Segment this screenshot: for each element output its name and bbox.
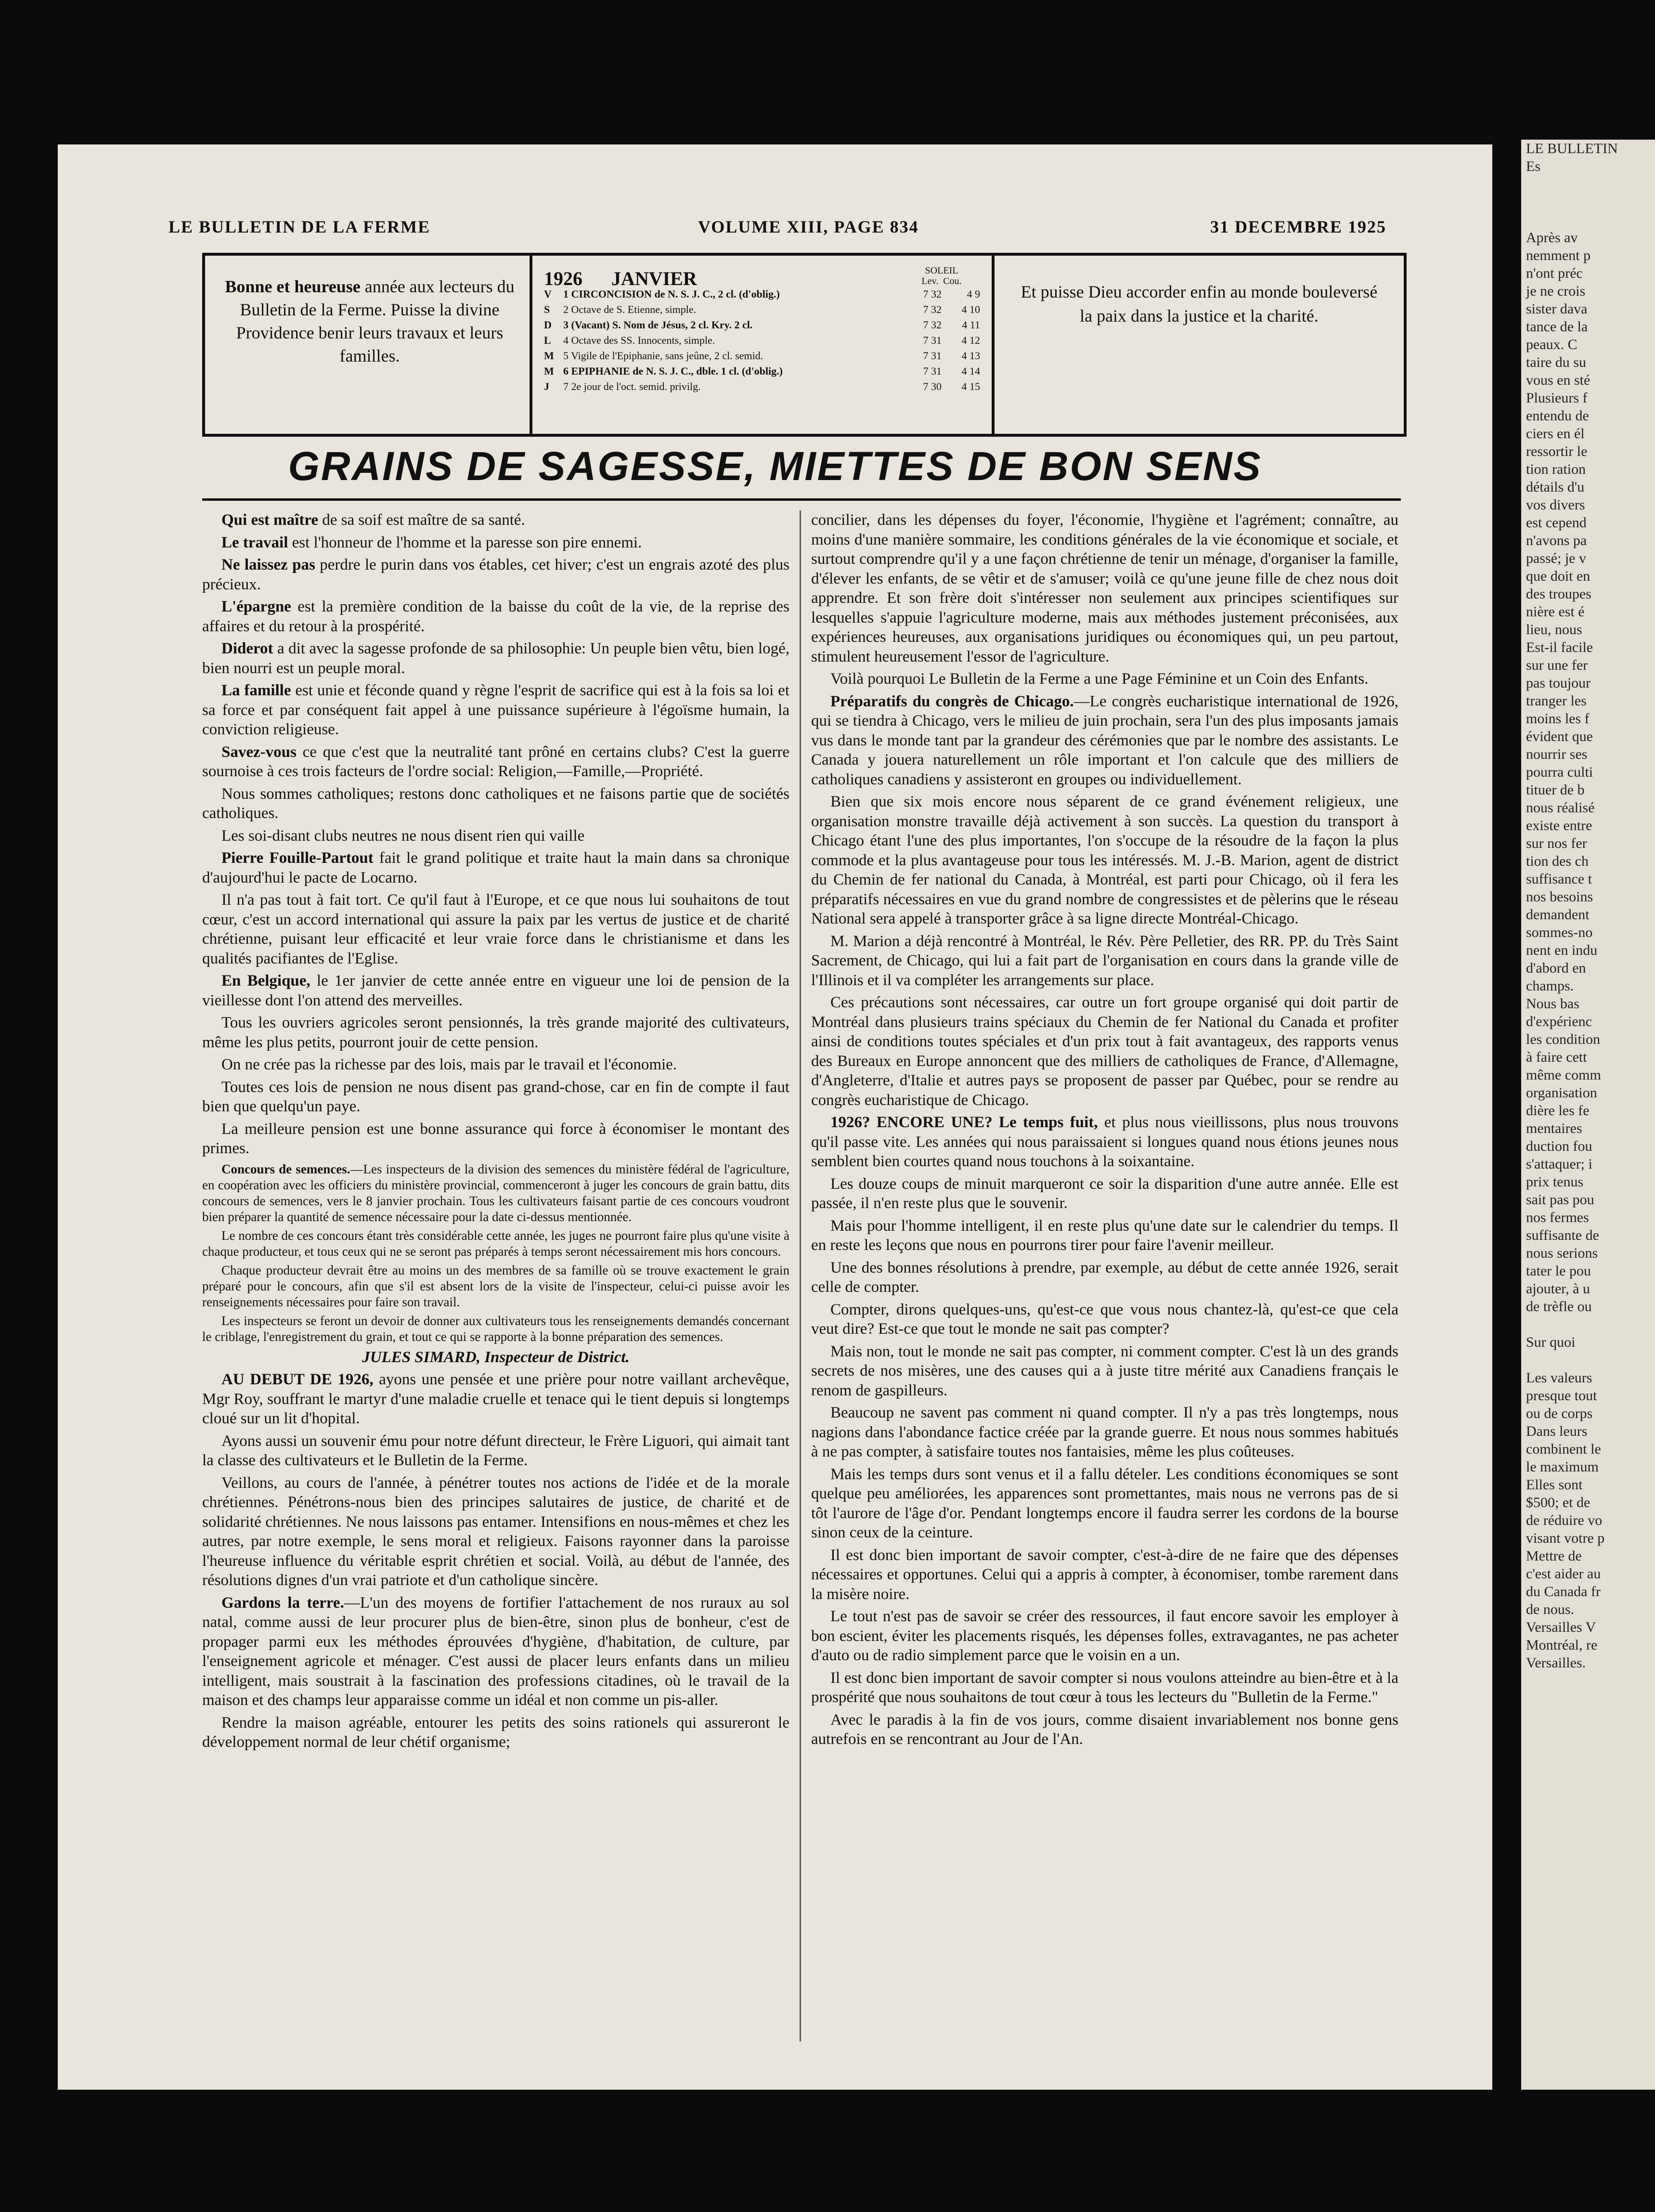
fragment-line: [1521, 1315, 1655, 1333]
fragment-line: ciers en él: [1526, 426, 1585, 442]
paragraph-text: Toutes ces lois de pension ne nous disent pas grand-chose, car en fin de compte il faut bien que quelqu'un paye.: [202, 1078, 789, 1115]
calendar-lev: 7 32: [923, 319, 942, 331]
paragraph-text: Mais non, tout le monde ne sait pas compter, ni comment compter. C'est là un des grands secrets de nos misères, une des causes qui a à juste titre mérité aux Canadiens français le renom de gaspilleurs.: [811, 1342, 1398, 1399]
calendar-cou: 4 12: [961, 334, 980, 346]
calendar-row: [544, 379, 980, 394]
paragraph: [811, 1174, 1398, 1213]
paragraph-text: Le tout n'est pas de savoir se créer des ressources, il faut encore savoir les employer à bon escient, éviter les placements risqués, les dépenses folles, extravagantes, ne pas acheter d'auto ou de radio simplement parce que le voisin en a un.: [811, 1608, 1398, 1664]
fragment-line: le maximum: [1526, 1459, 1599, 1475]
paragraph-text: Il est donc bien important de savoir compter si nous voulons atteindre au bien-être et à la prospérité que nous souhaitons de tout cœur à tous les lecteurs du "Bulletin de la Ferme.": [811, 1669, 1398, 1706]
fragment-line: de nous.: [1526, 1601, 1574, 1617]
paragraph: [811, 1258, 1398, 1297]
paragraph-text: ayons une pensée et une prière pour notre vaillant archevêque, Mgr Roy, souffrant le martyr d'une maladie cruelle et tenace qui le tient depuis si longtemps cloué sur un lit d'hopital.: [202, 1371, 789, 1427]
fragment-line: d'abord en: [1526, 960, 1586, 976]
paragraph: [202, 1370, 789, 1429]
paragraph: [202, 510, 789, 530]
fragment-line: tion des ch: [1526, 853, 1589, 869]
paragraph-text: Mais les temps durs sont venus et il a fallu dételer. Les conditions économiques se sont quelque peu améliorées, les apparences sont promettantes, mais nous ne verrons pas de si tôt l'aurore de l'âge d'or. Pendant longtemps encore il faudra serrer les cordons de la bourse sinon ceux de la ceinture.: [811, 1465, 1398, 1541]
column-separator: [800, 510, 801, 2042]
calendar-day: M: [544, 365, 554, 377]
calendar-cou: 4 14: [961, 365, 980, 377]
paragraph-text: Veillons, au cours de l'année, à pénétrer toutes nos actions de l'idée et de la morale chrétiennes. Pénétrons-nous bien des principes salutaires de justice, de charité et de solidarité chrétiennes. Ne nous laissons pas entamer. Intensifions en nous-mêmes et chez les autres, par notre exemple, le sens moral et religieux. Faisons rayonner dans la paroisse l'heureuse influence du véritable esprit chrétien et social. Voilà, au début de l'année, des résolutions dignes d'un vrai patriote et d'un catholique sincère.: [202, 1474, 789, 1589]
paragraph: [202, 1431, 789, 1470]
fragment-line: suffisance t: [1526, 871, 1592, 887]
fragment-line: de réduire vo: [1526, 1512, 1603, 1528]
fragment-line: d'expérienc: [1526, 1014, 1592, 1029]
fragment-line: $500; et de: [1526, 1495, 1590, 1510]
calendar-row: [544, 333, 980, 348]
fragment-line: même comm: [1526, 1067, 1601, 1083]
paragraph-text: —L'un des moyens de fortifier l'attachement de nos ruraux au sol natal, comme aussi de leur procurer plus de bien-être, sinon plus de bonheur, c'est de propager parmi eux les méthodes éprouvées d'hygiène, d'habitation, de culture, par l'enseignement agricole et ménager. C'est aussi de placer leurs enfants dans un milieu intelligent, mais soustrait à la fascination des professions citadines, où le travail de la maison et des champs leur apparaisse comme un idéal et non comme un pis-aller.: [202, 1594, 789, 1709]
paragraph: [811, 1113, 1398, 1171]
paragraph: [202, 555, 789, 594]
fragment-line: lieu, nous: [1526, 622, 1582, 638]
paragraph-text: Ces précautions sont nécessaires, car outre un fort groupe organisé qui doit partir de Montréal dans plusieurs trains spéciaux du Chemin de fer National du Canada et profiter ainsi de conditions toutes spéciales et d'un prix tout à fait avantageux, des rapports venus des Bureaux en Europe annoncent que des milliers de catholiques de France, d'Allemagne, d'Angleterre, d'Italie et autres pays se proposent de passer par Québec, pour se rendre au congrès eucharistique de Chicago.: [811, 994, 1398, 1109]
fragment-line: c'est aider au: [1526, 1566, 1601, 1582]
fragment-line: nière est é: [1526, 604, 1585, 620]
paragraph-text: est l'honneur de l'homme et la paresse son pire ennemi.: [288, 533, 642, 551]
fragment-line: nent en indu: [1526, 942, 1598, 958]
calendar-row: [544, 302, 980, 317]
greeting-text: année aux lecteurs du Bulletin de la Ferme. Puisse la divine Providence benir leurs travaux et leurs familles.: [236, 277, 515, 365]
fragment-line: [1521, 175, 1655, 193]
header-date: 31 DECEMBRE 1925: [1210, 217, 1386, 236]
paragraph: [811, 1710, 1398, 1749]
paragraph-lead: Savez-vous: [221, 743, 297, 761]
calendar-row: [544, 364, 980, 379]
fragment-line: [1521, 193, 1655, 211]
calendar-row: [544, 286, 980, 302]
title-rule: [202, 498, 1401, 501]
fragment-line: des troupes: [1526, 586, 1591, 602]
fragment-line: à faire cett: [1526, 1049, 1587, 1065]
fragment-line: LE BULLETIN: [1526, 141, 1618, 156]
paragraph: [811, 1607, 1398, 1666]
fragment-line: de trèfle ou: [1526, 1299, 1592, 1314]
fragment-line: les condition: [1526, 1031, 1601, 1047]
fragment-line: que doit en: [1526, 568, 1590, 584]
fragment-line: entendu de: [1526, 408, 1589, 424]
fragment-line: peaux. C: [1526, 337, 1577, 352]
paragraph-text: Beaucoup ne savent pas comment ni quand compter. Il n'y a pas très longtemps, nous nagions dans l'abondance factice créée par la grande guerre. Et nous nous sommes habitués à ne pas compter, à satisfaire toutes nos fantaisies, même les plus coûteuses.: [811, 1404, 1398, 1460]
paragraph-text: est unie et féconde quand y règne l'esprit de sacrifice qui est à la fois sa loi et sa force et par conséquent fait appel à une puissance supérieure à l'égoïsme humain, la conviction religieuse.: [202, 682, 789, 738]
adjacent-page-lines: [1521, 140, 1655, 1672]
fragment-line: tituer de b: [1526, 782, 1585, 798]
paragraph-lead: Pierre Fouille-Partout: [221, 849, 374, 867]
paragraph-text: le 1er janvier de cette année entre en vigueur une loi de pension de la vieillesse dont l'on attend des merveilles.: [202, 972, 789, 1009]
calendar-cou: 4 9: [967, 288, 980, 300]
fragment-line: dière les fe: [1526, 1103, 1590, 1119]
paragraph-text: fait le grand politique et traite haut la main dans sa chronique d'aujourd'hui le pacte de Locarno.: [202, 849, 789, 886]
fragment-line: tater le pou: [1526, 1263, 1591, 1279]
paragraph: [811, 510, 1398, 666]
fragment-line: Sur quoi: [1526, 1334, 1576, 1350]
paragraph-lead: Qui est maître: [221, 511, 319, 529]
paragraph-lead: L'épargne: [221, 598, 291, 615]
paragraph-text: Le nombre de ces concours étant très considérable cette année, les juges ne pourront faire plus qu'une visite à chaque producteur, et tous ceux qui ne se seront pas préparés à temps seront nécessairement mis hors concours.: [202, 1228, 789, 1259]
paragraph: [811, 792, 1398, 929]
fragment-line: Versailles V: [1526, 1619, 1596, 1635]
fragment-line: tranger les: [1526, 693, 1587, 709]
calendar-rows: [544, 286, 980, 394]
paragraph-text: —Le congrès eucharistique international de 1926, qui se tiendra à Chicago, vers le milieu de juin prochain, sera l'un des plus imposants jamais vus dans le monde tant par la grandeur des cérémonies que par le nombre des assistants. Le Canada y jouera naturellement un rôle important et l'on calcule que des milliers de catholiques canadiens y assisteront en groupes ou individuellement.: [811, 692, 1398, 788]
calendar-day: D: [544, 319, 552, 331]
fragment-line: du Canada fr: [1526, 1584, 1601, 1600]
left-column-items-after: [202, 1370, 789, 1752]
header-volume: VOLUME XIII, PAGE 834: [698, 217, 919, 236]
paragraph: [202, 681, 789, 740]
calendar-box: [202, 253, 1407, 437]
fragment-line: tance de la: [1526, 319, 1588, 335]
fragment-line: je ne crois: [1526, 283, 1586, 299]
fragment-line: Plusieurs f: [1526, 390, 1588, 406]
fragment-line: Est-il facile: [1526, 639, 1593, 655]
calendar-day: M: [544, 350, 554, 362]
calendar-panel: [532, 256, 995, 434]
fragment-line: pourra culti: [1526, 764, 1593, 780]
fragment-line: Après av: [1526, 230, 1578, 246]
fragment-line: nous réalisé: [1526, 800, 1595, 816]
paragraph-text: Avec le paradis à la fin de vos jours, comme disaient invariablement nos bonne gens autrefois en se rencontrant au Jour de l'An.: [811, 1711, 1398, 1748]
fragment-line: Elles sont: [1526, 1477, 1583, 1493]
fragment-line: combinent le: [1526, 1441, 1601, 1457]
paragraph: [202, 1078, 789, 1117]
paragraph-lead: Ne laissez pas: [221, 556, 315, 573]
paragraph-text: Il est donc bien important de savoir compter, c'est-à-dire de ne faire que des dépenses nécessaires et opportunes. Celui qui a appris à compter, à économiser, tombe rarement dans la misère noire.: [811, 1546, 1398, 1603]
paragraph-text: On ne crée pas la richesse par des lois, mais par le travail et l'économie.: [221, 1056, 677, 1073]
paragraph-text: Une des bonnes résolutions à prendre, par exemple, au début de cette année 1926, serait celle de compter.: [811, 1259, 1398, 1296]
fragment-line: s'attaquer; i: [1526, 1156, 1592, 1172]
sun-label: SOLEIL: [925, 265, 958, 276]
paragraph: [811, 1403, 1398, 1462]
left-column-items: [202, 510, 789, 1158]
wish-panel: Et puisse Dieu accorder enfin au monde bouleversé la paix dans la justice et la charité.: [1021, 282, 1378, 325]
fragment-line: Nous bas: [1526, 996, 1579, 1012]
calendar-cou: 4 13: [961, 350, 980, 362]
paragraph: [811, 669, 1398, 689]
page-header: [168, 217, 1386, 241]
paragraph-lead: Gardons la terre.: [221, 1594, 344, 1612]
paragraph-text: et plus nous vieillissons, plus nous trouvons qu'il passe vite. Les années qui nous paraissaient si longues quand nous étions jeunes nous semblent bien courtes quand nous touchons à la soixantaine.: [811, 1114, 1398, 1170]
fragment-line: ressortir le: [1526, 443, 1588, 459]
paragraph-text: —Les inspecteurs de la division des semences du ministère fédéral de l'agriculture, en coopération avec les officiers du ministère provincial, commenceront à juger les concours de grain battu, dits concours de semences, vers le 8 janvier prochain. Tous les cultivateurs faisant partie de ces concours voudront bien préparer la quantité de semence nécessaire pour la date ci-dessus mentionnée.: [202, 1161, 789, 1224]
calendar-lev: 7 31: [923, 350, 942, 362]
fragment-line: tion ration: [1526, 461, 1586, 477]
newspaper-page: [58, 144, 1492, 2090]
calendar-text: 4 Octave des SS. Innocents, simple.: [563, 334, 715, 346]
paragraph-lead: Le travail: [221, 533, 288, 551]
fragment-line: existe entre: [1526, 818, 1592, 833]
paragraph-lead: 1926? ENCORE UNE? Le temps fuit,: [830, 1114, 1098, 1131]
fragment-line: nos besoins: [1526, 889, 1593, 905]
calendar-month: JANVIER: [611, 268, 697, 289]
paragraph: [811, 993, 1398, 1110]
fragment-line: visant votre p: [1526, 1530, 1605, 1546]
fragment-line: Mettre de: [1526, 1548, 1582, 1564]
fragment-line: n'ont préc: [1526, 265, 1583, 281]
fragment-line: Es: [1526, 158, 1540, 174]
paragraph: [202, 639, 789, 678]
fragment-line: vous en sté: [1526, 372, 1590, 388]
signature-role: Inspecteur de District.: [484, 1348, 630, 1366]
paragraph: [202, 533, 789, 553]
paragraph-text: Chaque producteur devrait être au moins un des membres de sa famille où se trouve exactement le grain préparé pour le concours, afin que s'il est absent lors de la visite de l'inspecteur, celui-ci puisse avoir les renseignements nécessaires pour faire son travail.: [202, 1262, 789, 1309]
fragment-line: nous serions: [1526, 1245, 1598, 1261]
calendar-lev: 7 30: [923, 380, 942, 392]
fragment-line: duction fou: [1526, 1138, 1592, 1154]
paragraph: [202, 971, 789, 1010]
calendar-lev: 7 31: [923, 365, 942, 377]
paragraph-text: Voilà pourquoi Le Bulletin de la Ferme a une Page Féminine et un Coin des Enfants.: [830, 670, 1369, 688]
fragment-line: évident que: [1526, 729, 1593, 744]
fragment-line: presque tout: [1526, 1388, 1597, 1404]
paragraph: [202, 784, 789, 823]
paragraph: [202, 742, 789, 781]
paragraph: [202, 1713, 789, 1752]
paragraph: [811, 932, 1398, 990]
paragraph: [811, 1668, 1398, 1707]
calendar-header: [544, 265, 980, 289]
paragraph: [811, 1342, 1398, 1401]
fragment-line: nemment p: [1526, 247, 1591, 263]
paragraph-lead: Diderot: [221, 640, 273, 657]
paragraph-text: Mais pour l'homme intelligent, il en reste plus qu'une date sur le calendrier du temps. Il en reste les leçons que nous en pourrons tirer pour faire l'avenir meilleur.: [811, 1217, 1398, 1254]
header-publication: LE BULLETIN DE LA FERME: [168, 217, 431, 236]
paragraph: [202, 1313, 789, 1345]
fragment-line: mentaires: [1526, 1120, 1582, 1136]
paragraph: [811, 1300, 1398, 1339]
greeting-panel: [205, 256, 532, 434]
calendar-cou: 4 15: [961, 380, 980, 392]
calendar-day: J: [544, 380, 549, 392]
fragment-line: pas toujour: [1526, 675, 1591, 691]
fragment-line: sur une fer: [1526, 657, 1588, 673]
paragraph-text: Rendre la maison agréable, entourer les petits des soins rationels qui assureront le développement normal de leur chétif organisme;: [202, 1714, 789, 1751]
fragment-line: vos divers: [1526, 497, 1585, 513]
paragraph: [202, 890, 789, 968]
paragraph-text: de sa soif est maître de sa santé.: [318, 511, 525, 529]
left-column: [202, 510, 789, 2042]
fragment-line: taire du su: [1526, 354, 1586, 370]
calendar-text: 7 2e jour de l'oct. semid. privilg.: [563, 380, 701, 392]
adjacent-page-fragment: [1521, 140, 1655, 2090]
calendar-day: V: [544, 288, 552, 300]
paragraph: [202, 1473, 789, 1590]
paragraph-text: Bien que six mois encore nous séparent de ce grand événement religieux, une organisation monstre travaille déjà activement à son succès. La question du transport à Chicago étant l'une des plus importantes, l'on s'occupe de la résoudre de la façon la plus commode et la plus avantageuse pour tous les intéressés. M. J.-B. Marion, agent de district du Chemin de fer national du Canada, à Montréal, est parti pour Chicago, où il fera les préparatifs nécessaires en vue du grand nombre de congressistes et de pèlerins que le réseau National sera appelé à transporter grâce à sa ligne directe Montréal-Chicago.: [811, 793, 1398, 927]
calendar-row: [544, 348, 980, 364]
paragraph-text: Les soi-disant clubs neutres ne nous disent rien qui vaille: [221, 827, 585, 845]
paragraph-text: La meilleure pension est une bonne assurance qui force à économiser le montant des primes.: [202, 1120, 789, 1157]
fragment-line: Versailles.: [1526, 1655, 1586, 1671]
calendar-day: L: [544, 334, 551, 346]
calendar-text: 5 Vigile de l'Epiphanie, sans jeûne, 2 cl. semid.: [563, 350, 763, 362]
calendar-year: 1926: [544, 268, 582, 289]
right-column-items: [811, 510, 1398, 1749]
paragraph-text: concilier, dans les dépenses du foyer, l'économie, l'hygiène et l'agrément; connaître, au moins d'une manière sommaire, les conditions générales de la vie économique et sociale, et surtout comprendre qu'il y a une façon chrétienne de tenir un ménage, d'organiser la famille, d'élever les enfants, de se vêtir et de s'amuser; voilà ce qu'une jeune fille de chez nous doit apprendre. Et son frère doit s'intéresser non seulement aux principes scientifiques sur lesquelles s'appuie l'agriculture moderne, mais aux méthodes justement préconisées, aux expériences heureuses, aux organisations juridiques ou économiques qui, un peu partout, stimulent heureusement l'essor de l'agriculture.: [811, 511, 1398, 665]
fragment-line: détails d'u: [1526, 479, 1585, 495]
calendar-row: [544, 317, 980, 333]
page-title: GRAINS DE SAGESSE, MIETTES DE BON SENS: [288, 443, 1262, 489]
right-column: [811, 510, 1398, 2042]
paragraph-text: est la première condition de la baisse du coût de la vie, de la reprise des affaires et du retour à la prospérité.: [202, 598, 789, 635]
paragraph-text: Il n'a pas tout à fait tort. Ce qu'il faut à l'Europe, et ce que nous lui souhaitons de tout cœur, c'est un accord international qui assure la paix par les vertus de justice et de charité chrétienne, puisant leur efficacité et leur vraie force dans le christianisme et dans les qualités pacifiantes de l'Eglise.: [202, 891, 789, 967]
paragraph: [202, 597, 789, 636]
paragraph-lead: AU DEBUT DE 1926,: [221, 1371, 374, 1388]
paragraph-text: Compter, dirons quelques-uns, qu'est-ce que vous nous chantez-là, qu'est-ce que cela veut dire? Est-ce que tout le monde ne sait pas compter?: [811, 1301, 1398, 1338]
fragment-line: sur nos fer: [1526, 835, 1587, 851]
calendar-text: 3 (Vacant) S. Nom de Jésus, 2 cl. Kry. 2 cl.: [563, 319, 753, 331]
sun-columns-label: [903, 265, 980, 286]
paragraph: [202, 1119, 789, 1158]
fragment-line: ou de corps: [1526, 1405, 1593, 1421]
paragraph-text: a dit avec la sagesse profonde de sa philosophie: Un peuple bien vêtu, bien logé, bien nourri est un peuple moral.: [202, 640, 789, 677]
paragraph: [202, 826, 789, 846]
paragraph: [202, 1013, 789, 1052]
signature: [202, 1348, 789, 1367]
greeting-bold: Bonne et heureuse: [225, 277, 361, 296]
paragraph: [811, 1465, 1398, 1543]
fragment-line: suffisante de: [1526, 1227, 1599, 1243]
fragment-line: Les valeurs: [1526, 1370, 1592, 1386]
fragment-line: champs.: [1526, 978, 1574, 994]
paragraph: [811, 692, 1398, 790]
paragraph-text: Tous les ouvriers agricoles seront pensionnés, la très grande majorité des cultivateurs, même les plus petits, pourront jouir de cette pension.: [202, 1014, 789, 1051]
calendar-cou: 4 10: [961, 303, 980, 315]
calendar-text: 2 Octave de S. Etienne, simple.: [563, 303, 697, 315]
calendar-text: 1 CIRCONCISION de N. S. J. C., 2 cl. (d'oblig.): [563, 288, 780, 300]
fragment-line: passé; je v: [1526, 550, 1586, 566]
fragment-line: nourrir ses: [1526, 746, 1588, 762]
paragraph: [811, 1216, 1398, 1255]
fragment-line: n'avons pa: [1526, 533, 1587, 548]
paragraph-lead: Préparatifs du congrès de Chicago.: [830, 692, 1074, 710]
signature-name: JULES SIMARD,: [362, 1348, 480, 1366]
calendar-lev: 7 32: [923, 303, 942, 315]
paragraph: [202, 848, 789, 887]
paragraph-text: perdre le purin dans vos étables, cet hiver; c'est un engrais azoté des plus précieux.: [202, 556, 789, 593]
fragment-line: [1521, 211, 1655, 229]
fragment-line: prix tenus: [1526, 1174, 1584, 1190]
fragment-line: est cepend: [1526, 515, 1587, 531]
paragraph: [202, 1228, 789, 1260]
fragment-line: nos fermes: [1526, 1210, 1589, 1225]
concours-section: [202, 1161, 789, 1345]
calendar-day: S: [544, 303, 550, 315]
paragraph-text: Nous sommes catholiques; restons donc catholiques et ne faisons partie que de sociétés catholiques.: [202, 785, 789, 822]
paragraph-text: M. Marion a déjà rencontré à Montréal, le Rév. Père Pelletier, des RR. PP. du Très Saint Sacrement, de Chicago, qui lui a fait part de l'organisation en cours dans la grande ville de l'Illinois et il va compléter les arrangements sur place.: [811, 932, 1398, 989]
sunset-label: Cou.: [943, 276, 962, 286]
fragment-line: sait pas pou: [1526, 1192, 1594, 1208]
fragment-line: Montréal, re: [1526, 1637, 1598, 1653]
fragment-line: sister dava: [1526, 301, 1588, 317]
paragraph-text: Ayons aussi un souvenir ému pour notre défunt directeur, le Frère Liguori, qui aimait tant la classe des cultivateurs et le Bulletin de la Ferme.: [202, 1432, 789, 1469]
paragraph: [202, 1055, 789, 1075]
fragment-line: Dans leurs: [1526, 1423, 1588, 1439]
paragraph: [202, 1593, 789, 1710]
paragraph: [202, 1161, 789, 1225]
fragment-line: sommes-no: [1526, 924, 1593, 940]
fragment-line: demandent: [1526, 907, 1590, 923]
fragment-line: moins les f: [1526, 711, 1590, 727]
paragraph: [811, 1546, 1398, 1604]
calendar-lev: 7 32: [923, 288, 942, 300]
paragraph-lead: En Belgique,: [221, 972, 310, 989]
paragraph-text: ce que c'est que la neutralité tant prôné en certains clubs? C'est la guerre sournoise à ces trois facteurs de l'ordre social: Religion,—Famille,—Propriété.: [202, 743, 789, 780]
fragment-line: organisation: [1526, 1085, 1597, 1101]
calendar-lev: 7 31: [923, 334, 942, 346]
paragraph-lead: Concours de semences.: [221, 1161, 350, 1176]
fragment-line: ajouter, à u: [1526, 1281, 1590, 1297]
paragraph-lead: La famille: [221, 682, 291, 699]
calendar-text: 6 EPIPHANIE de N. S. J. C., dble. 1 cl. (d'oblig.): [563, 365, 783, 377]
paragraph-text: Les douze coups de minuit marqueront ce soir la disparition d'une autre année. Elle est passée, il n'en reste plus que le souvenir.: [811, 1175, 1398, 1212]
sunrise-label: Lev.: [921, 276, 939, 286]
fragment-line: [1521, 1351, 1655, 1369]
paragraph-text: Les inspecteurs se feront un devoir de donner aux cultivateurs tous les renseignements demandés concernant le criblage, l'enregistrement du grain, et tout ce qui se rapporte à la bonne préparation des semences.: [202, 1313, 789, 1344]
paragraph: [202, 1262, 789, 1310]
calendar-cou: 4 11: [962, 319, 980, 331]
